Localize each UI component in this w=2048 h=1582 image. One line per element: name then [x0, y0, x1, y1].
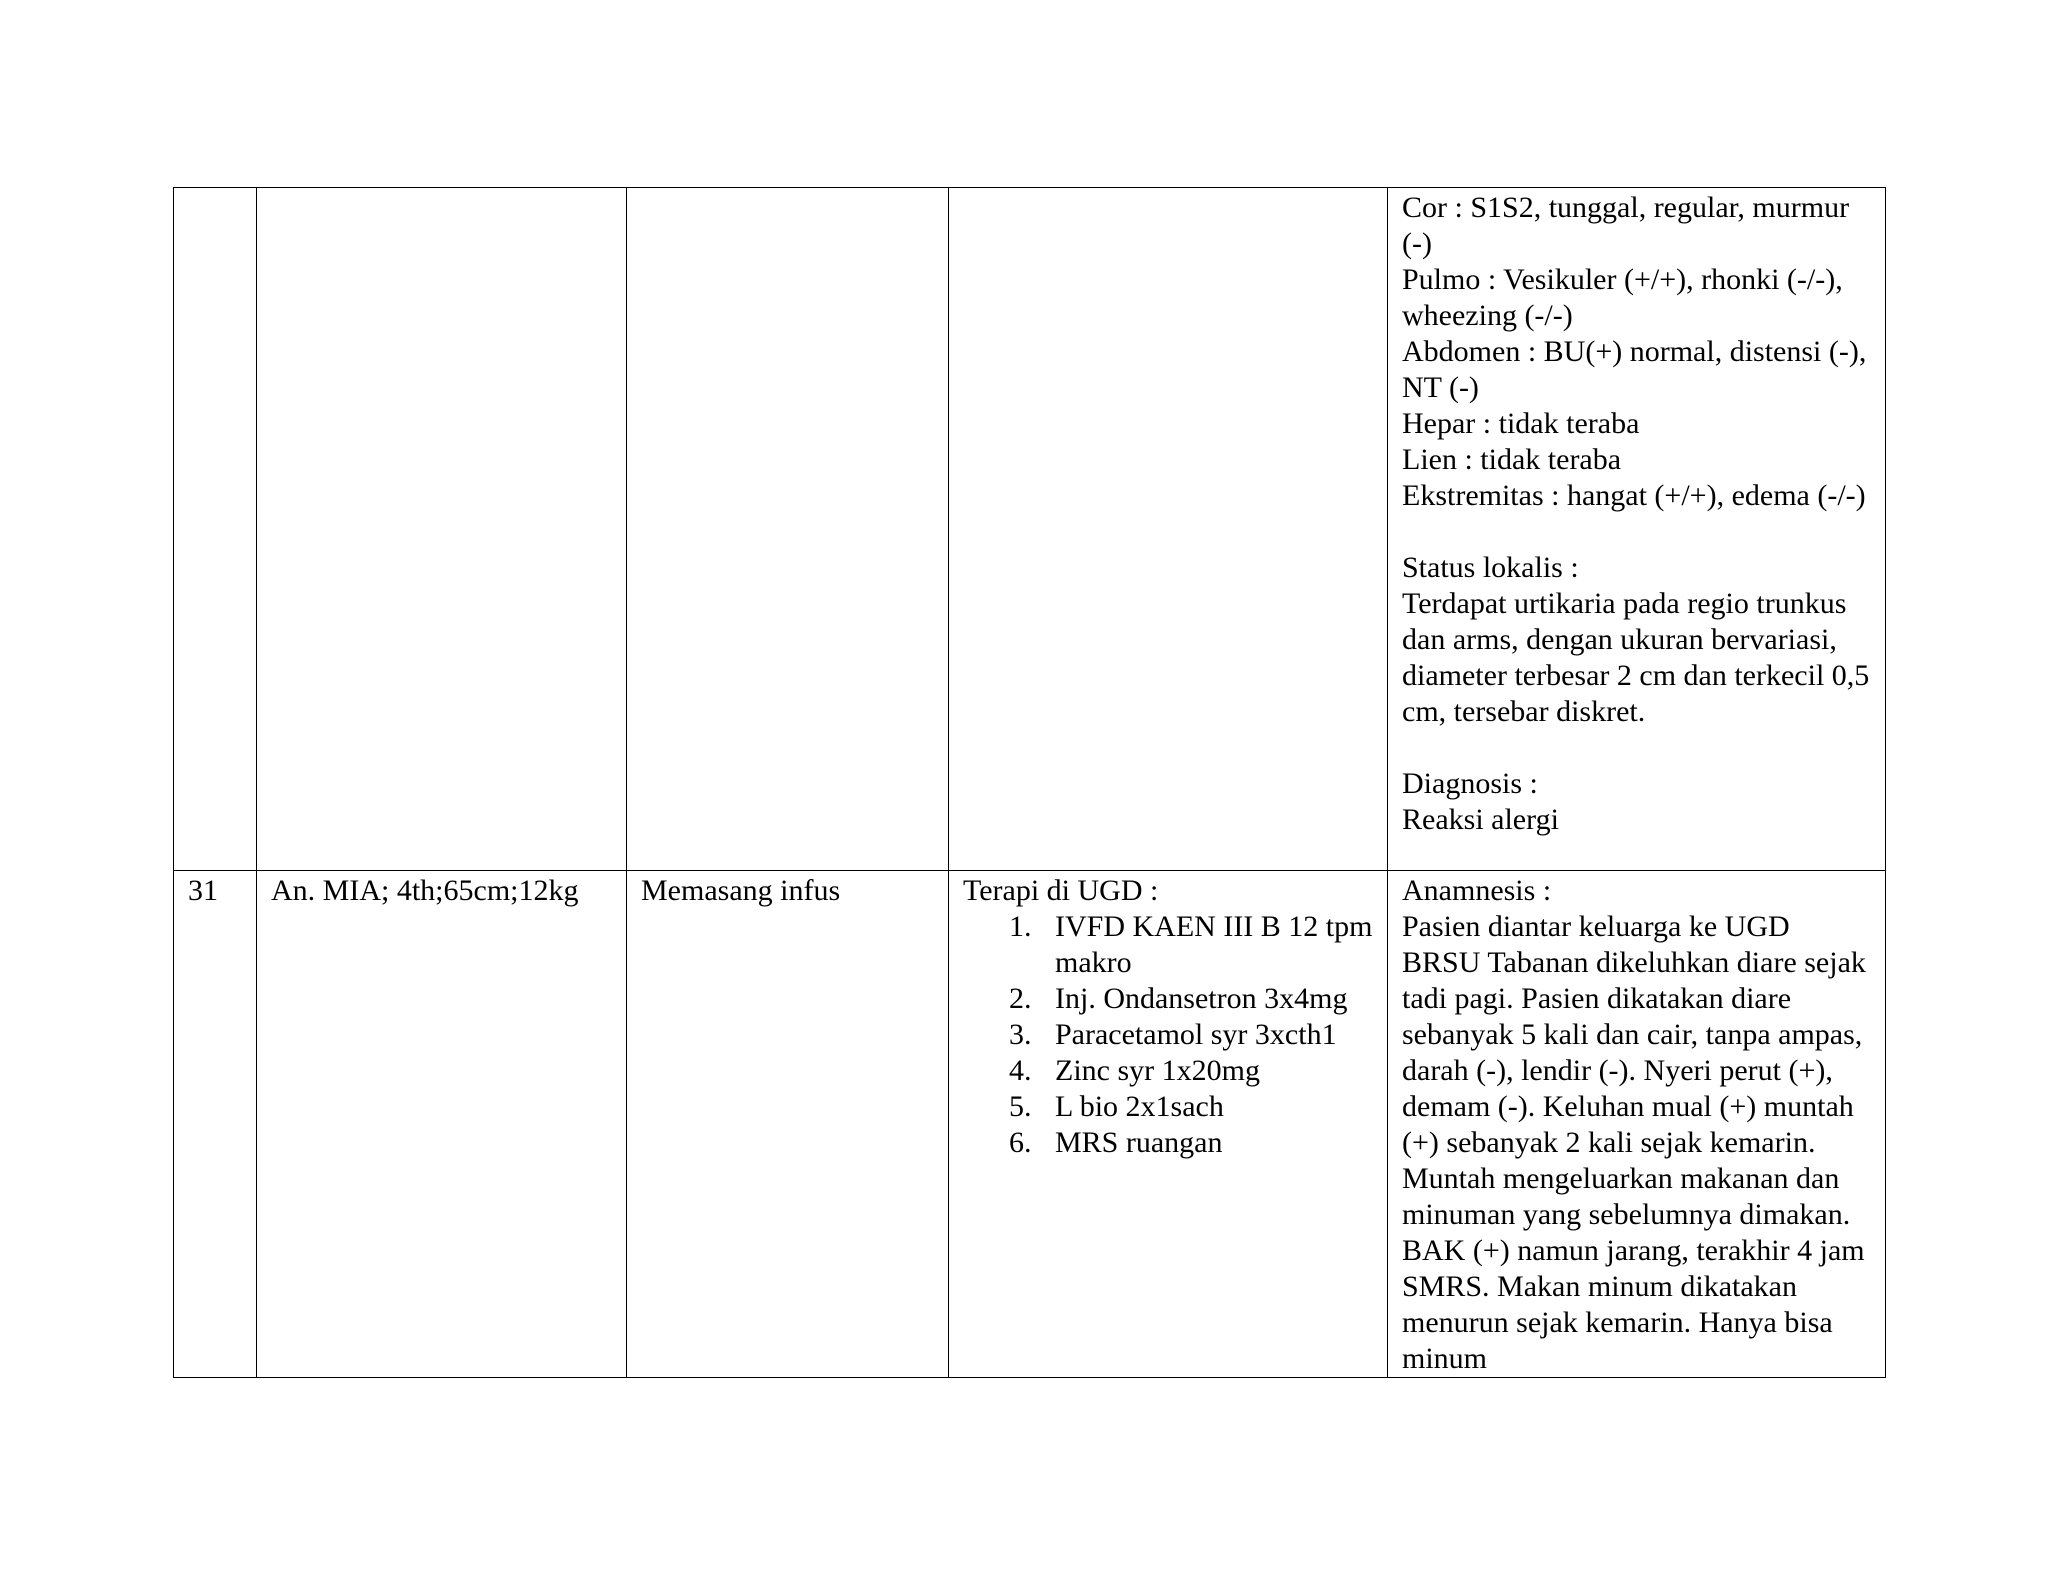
cell-therapy: [949, 188, 1388, 871]
anamnesis-heading: Anamnesis :: [1402, 874, 1552, 907]
patient-record-table: [173, 187, 1886, 1378]
list-number: 1.: [1009, 910, 1032, 943]
table-row: [174, 188, 1886, 871]
exam-line-pulmo: Pulmo : Vesikuler (+/+), rhonki (-/-), wheezing (-/-): [1402, 263, 1843, 332]
cell-notes: [1388, 871, 1886, 1378]
spacer: [1402, 730, 1871, 766]
list-number: 5.: [1009, 1090, 1032, 1123]
status-text: Terdapat urtikaria pada regio trunkus dan arms, dengan ukuran bervariasi, diameter terbesar 2 cm dan terkecil 0,5 cm, tersebar diskret.: [1402, 587, 1870, 728]
list-item: [1009, 1053, 1373, 1089]
list-text: Paracetamol syr 3xcth1: [1055, 1018, 1337, 1051]
status-heading: Status lokalis :: [1402, 551, 1579, 584]
list-item: [1009, 981, 1373, 1017]
cell-notes: [1388, 188, 1886, 871]
cell-name: An. MIA; 4th;65cm;12kg: [257, 871, 627, 1378]
exam-line-abdomen: Abdomen : BU(+) normal, distensi (-), NT (-): [1402, 335, 1867, 404]
list-text: Zinc syr 1x20mg: [1055, 1054, 1260, 1087]
list-number: 4.: [1009, 1054, 1032, 1087]
list-number: 2.: [1009, 982, 1032, 1015]
list-text: IVFD KAEN III B 12 tpm makro: [1055, 910, 1373, 979]
list-number: 6.: [1009, 1126, 1032, 1159]
exam-line-hepar: Hepar : tidak teraba: [1402, 407, 1640, 440]
cell-action: Memasang infus: [627, 871, 949, 1378]
list-text: L bio 2x1sach: [1055, 1090, 1224, 1123]
exam-line-lien: Lien : tidak teraba: [1402, 443, 1622, 476]
exam-line-ekstremitas: Ekstremitas : hangat (+/+), edema (-/-): [1402, 479, 1866, 512]
cell-therapy: [949, 871, 1388, 1378]
cell-name: [257, 188, 627, 871]
cell-no: [174, 188, 257, 871]
list-item: [1009, 1089, 1373, 1125]
cell-action: [627, 188, 949, 871]
list-item: [1009, 909, 1373, 981]
therapy-list: [963, 909, 1373, 1161]
list-item: [1009, 1017, 1373, 1053]
cell-no: 31: [174, 871, 257, 1378]
list-text: MRS ruangan: [1055, 1126, 1223, 1159]
anamnesis-text: Pasien diantar keluarga ke UGD BRSU Tabanan dikeluhkan diare sejak tadi pagi. Pasien dikatakan diare sebanyak 5 kali dan cair, tanpa ampas, darah (-), lendir (-). Nyeri perut (+), demam (-). Keluhan mual (+) muntah (+) sebanyak 2 kali sejak kemarin. Muntah mengeluarkan makanan dan minuman yang sebelumnya dimakan. BAK (+) namun jarang, terakhir 4 jam SMRS. Makan minum dikatakan menurun sejak kemarin. Hanya bisa minum: [1402, 910, 1866, 1375]
therapy-heading: Terapi di UGD :: [963, 874, 1159, 907]
list-number: 3.: [1009, 1018, 1032, 1051]
spacer: [1402, 514, 1871, 550]
table-row: [174, 871, 1886, 1378]
diagnosis-text: Reaksi alergi: [1402, 803, 1559, 836]
list-item: [1009, 1125, 1373, 1161]
diagnosis-heading: Diagnosis :: [1402, 767, 1538, 800]
list-text: Inj. Ondansetron 3x4mg: [1055, 982, 1348, 1015]
exam-line-cor: Cor : S1S2, tunggal, regular, murmur (-): [1402, 191, 1850, 260]
